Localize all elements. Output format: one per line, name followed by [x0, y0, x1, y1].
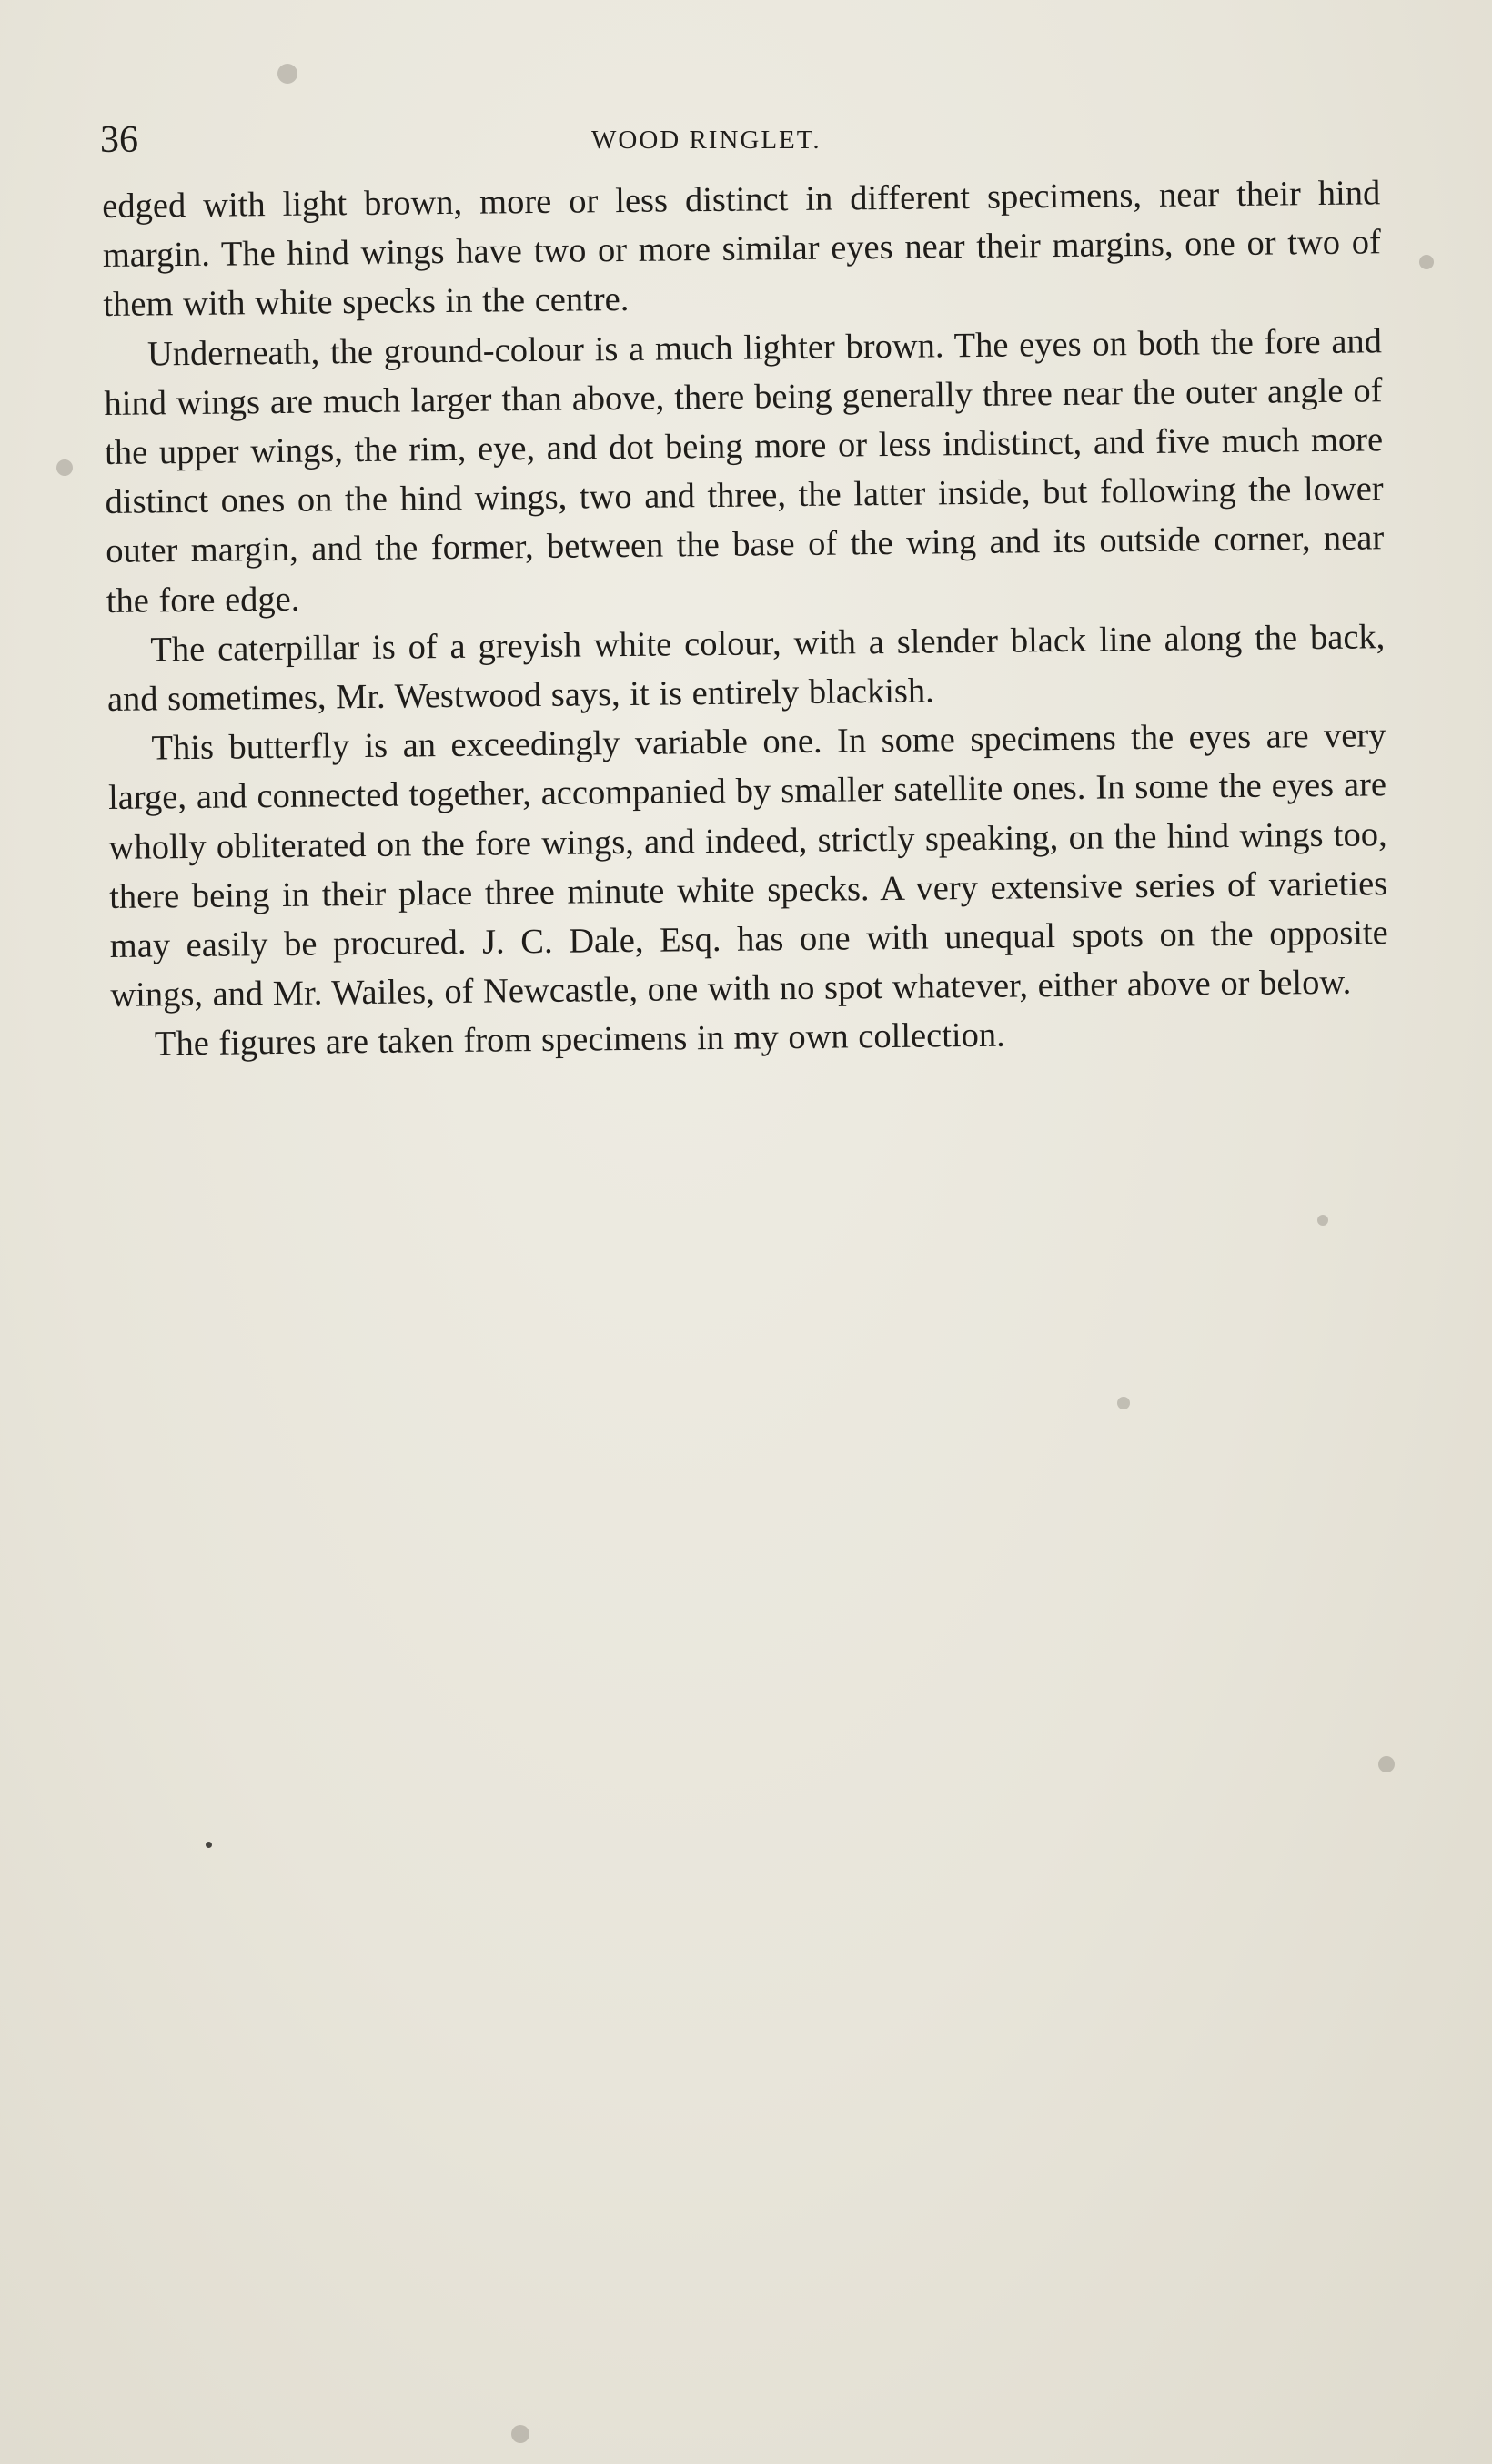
paper-speck [1378, 1756, 1395, 1772]
paragraph-continuation: edged with light brown, more or less distinct in different specimens, near their hind margin. The hind wings have two or more similar eyes near their margins, one or two of them with white specks in the centre. [102, 174, 1381, 325]
paper-speck [206, 1842, 212, 1848]
paper-speck [511, 2425, 529, 2443]
paper-speck [277, 64, 297, 84]
paper-speck [1419, 255, 1434, 269]
paper-speck [56, 459, 73, 476]
page-number: 36 [100, 119, 138, 161]
running-title: WOOD RINGLET. [591, 126, 822, 155]
paragraph-figures: The figures are taken from specimens in my own collection. [154, 1016, 1005, 1064]
page-header [100, 113, 1374, 167]
paragraph-underneath: Underneath, the ground-colour is a much lighter brown. The eyes on both the fore and hind wings are much larger than above, there being generally three near the outer angle of the upper wings, the rim, eye, and dot being more or less indistinct, and five much more distinct ones on the hind wings, two and three, the latter inside, but following the lower outer margin, and the former, between the base of the wing and its outside corner, near the fore edge. [104, 321, 1385, 621]
paper-speck [1117, 1397, 1130, 1409]
paragraph-caterpillar: The caterpillar is of a greyish white colour, with a slender black line along the back, and sometimes, Mr. Westwood says, it is entirely blackish. [106, 618, 1386, 719]
paper-speck [1317, 1215, 1328, 1226]
paragraph-variability: This butterfly is an exceedingly variable one. In some specimens the eyes are very large, and connected together, accompanied by smaller satellite ones. In some the eyes are wholly obliterated on the fore wings, and indeed, strictly speaking, on the hind wings too, there being in their place three minute white specks. A very extensive series of varieties may easily be procured. J. C. Dale, Esq. has one with unequal spots on the opposite wings, and Mr. Wailes, of Newcastle, one with no spot whatever, either above or below. [107, 716, 1388, 1015]
body-text [102, 168, 1389, 1069]
